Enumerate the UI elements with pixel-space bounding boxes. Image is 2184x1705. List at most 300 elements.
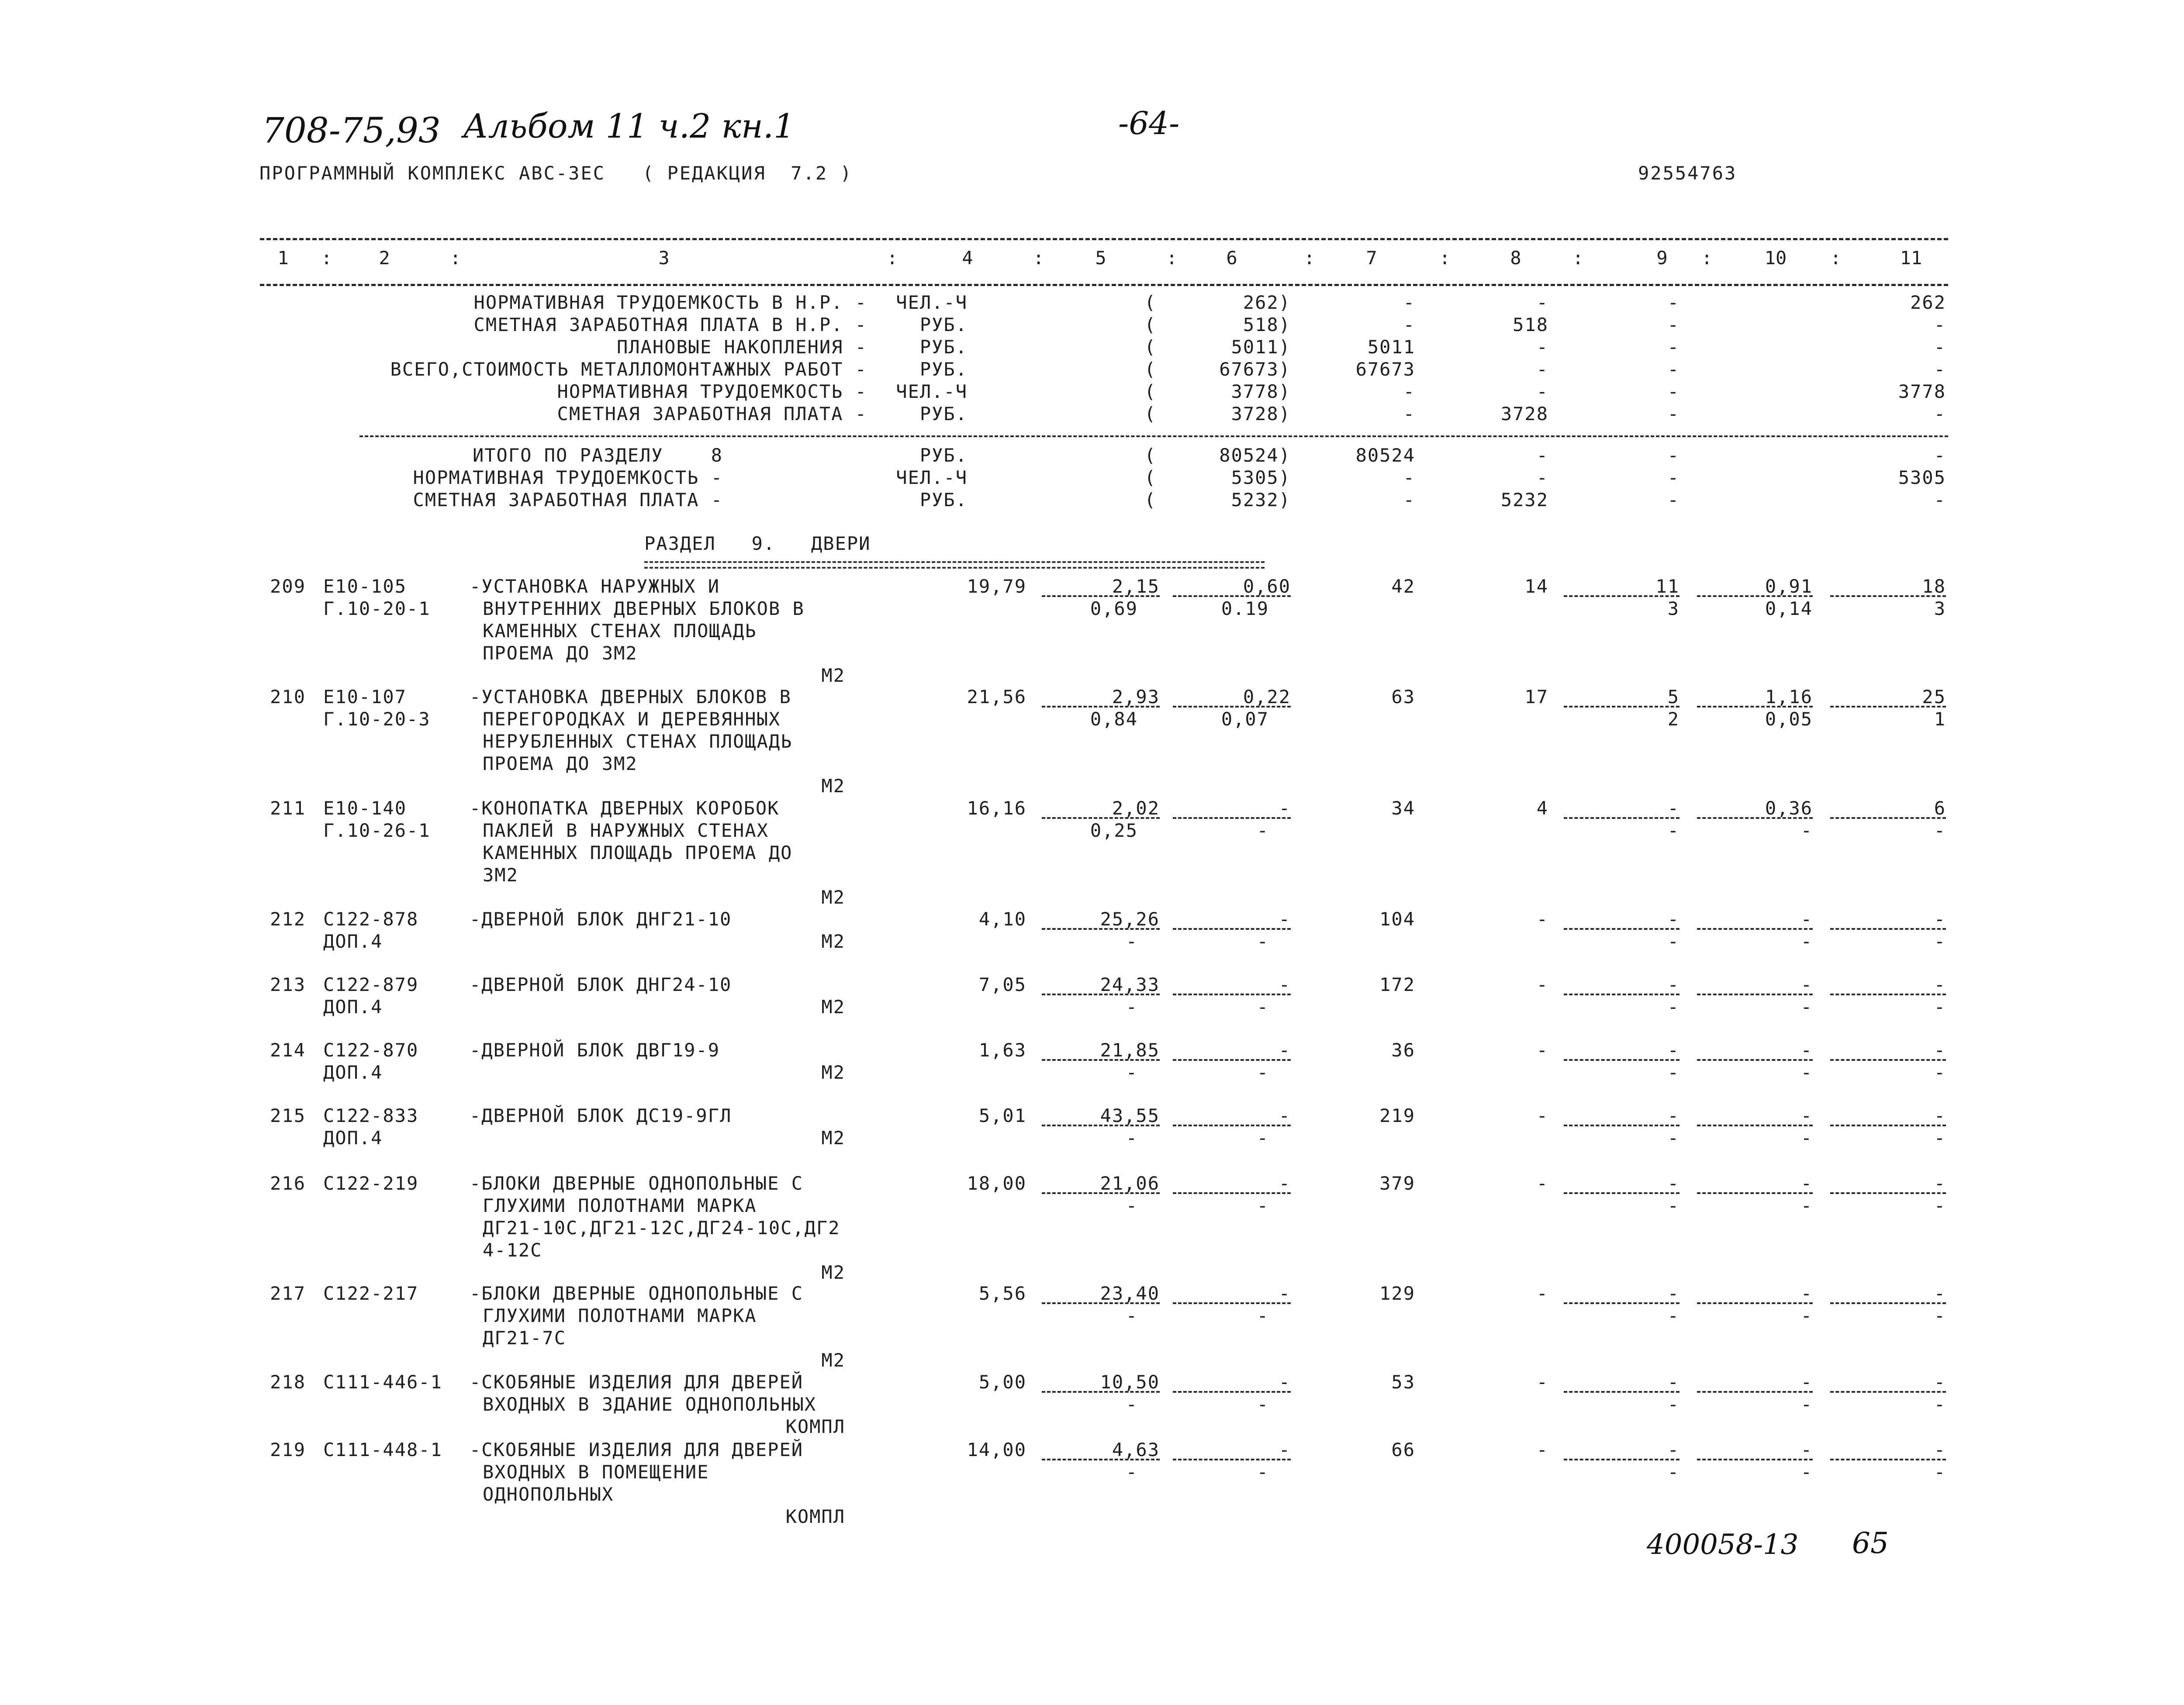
row-quantity: 1,63 bbox=[978, 1039, 1026, 1061]
row-code: Е10-140 bbox=[323, 797, 407, 819]
row-machine-wages-unit: - bbox=[1257, 1461, 1269, 1483]
summary-col11: 262 bbox=[1910, 292, 1946, 313]
row-unit-cost-machines: - bbox=[1279, 974, 1291, 995]
summary-col6: 3728) bbox=[1231, 403, 1291, 425]
fraction-rule-col10 bbox=[1697, 1125, 1813, 1126]
row-code-ref: ДОП.4 bbox=[323, 1062, 383, 1083]
row-labor-machine-unit: - bbox=[1800, 820, 1813, 841]
row-unit-cost-total: 25,26 bbox=[1100, 908, 1160, 930]
row-number: 216 bbox=[270, 1173, 306, 1194]
fraction-rule-col11 bbox=[1830, 928, 1946, 930]
column-header-10: 10 bbox=[1764, 247, 1787, 269]
row-description-line: ПРОЕМА ДО 3М2 bbox=[483, 753, 638, 774]
summary-label: СМЕТНАЯ ЗАРАБОТНАЯ ПЛАТА - bbox=[413, 489, 723, 511]
summary-col9: - bbox=[1667, 381, 1679, 402]
summary-col8: - bbox=[1536, 381, 1548, 402]
row-unit: М2 bbox=[821, 665, 845, 686]
row-wages-unit: - bbox=[1126, 1305, 1138, 1326]
fraction-rule-col10 bbox=[1697, 706, 1813, 708]
row-machine-cost: - bbox=[1667, 1371, 1679, 1393]
row-number: 215 bbox=[270, 1105, 306, 1126]
fraction-rule-col10 bbox=[1697, 1302, 1813, 1304]
fraction-rule-col5 bbox=[1042, 817, 1160, 819]
summary-label: НОРМАТИВНАЯ ТРУДОЕМКОСТЬ - bbox=[413, 467, 723, 488]
row-machine-wages-unit: - bbox=[1257, 1195, 1269, 1216]
row-wages-unit: - bbox=[1126, 931, 1138, 952]
row-labor-total: - bbox=[1934, 908, 1946, 930]
fraction-rule-col9 bbox=[1564, 1059, 1679, 1061]
column-separator: : bbox=[1572, 247, 1584, 269]
fraction-rule-col9 bbox=[1564, 1125, 1679, 1126]
row-machine-wages: - bbox=[1667, 1195, 1679, 1216]
row-wages-unit: 0,25 bbox=[1090, 820, 1138, 841]
row-code: С122-217 bbox=[323, 1283, 419, 1304]
row-labor-unit: - bbox=[1800, 1371, 1813, 1393]
row-quantity: 4,10 bbox=[978, 908, 1026, 930]
row-machine-wages-unit: - bbox=[1257, 820, 1269, 841]
summary-separator-rule bbox=[359, 435, 1948, 437]
row-wages: - bbox=[1536, 908, 1548, 930]
row-code: Е10-107 bbox=[323, 686, 407, 708]
fraction-rule-col10 bbox=[1697, 1192, 1813, 1194]
row-labor-unit: - bbox=[1800, 974, 1813, 995]
summary-label: НОРМАТИВНАЯ ТРУДОЕМКОСТЬ - bbox=[557, 381, 867, 402]
row-wages: 17 bbox=[1524, 686, 1548, 708]
row-machine-wages: - bbox=[1667, 1394, 1679, 1415]
summary-col6: 5232) bbox=[1231, 489, 1291, 511]
header-bottom-rule bbox=[260, 284, 1948, 286]
fraction-rule-col10 bbox=[1697, 1391, 1813, 1393]
row-labor-machine-total: - bbox=[1934, 1062, 1946, 1083]
fraction-rule-col5 bbox=[1042, 1302, 1160, 1304]
handwritten-page-number: -64- bbox=[1118, 105, 1180, 142]
row-total-cost: 53 bbox=[1391, 1371, 1415, 1393]
row-labor-machine-total: - bbox=[1934, 1127, 1946, 1149]
row-machine-cost: - bbox=[1667, 1439, 1679, 1460]
summary-label: ИТОГО ПО РАЗДЕЛУ 8 bbox=[472, 445, 723, 466]
fraction-rule-col5 bbox=[1042, 706, 1160, 708]
row-number: 213 bbox=[270, 974, 306, 995]
row-labor-total: 25 bbox=[1922, 686, 1946, 708]
section-underline-1 bbox=[644, 561, 1265, 563]
row-description-line: -СКОБЯНЫЕ ИЗДЕЛИЯ ДЛЯ ДВЕРЕЙ bbox=[470, 1439, 804, 1460]
row-description-line: ПЕРЕГОРОДКАХ И ДЕРЕВЯННЫХ bbox=[483, 708, 781, 730]
row-description-line: -ДВЕРНОЙ БЛОК ДВГ19-9 bbox=[470, 1039, 720, 1061]
row-wages: - bbox=[1536, 974, 1548, 995]
row-description-line: КАМЕННЫХ СТЕНАХ ПЛОЩАДЬ bbox=[483, 620, 757, 642]
row-description-line: ПАКЛЕЙ В НАРУЖНЫХ СТЕНАХ bbox=[483, 820, 769, 841]
row-description-line: -КОНОПАТКА ДВЕРНЫХ КОРОБОК bbox=[470, 797, 780, 819]
row-machine-cost: - bbox=[1667, 1105, 1679, 1126]
fraction-rule-col6 bbox=[1173, 994, 1291, 995]
row-total-cost: 34 bbox=[1391, 797, 1415, 819]
fraction-rule-col5 bbox=[1042, 928, 1160, 930]
fraction-rule-col11 bbox=[1830, 595, 1946, 597]
row-labor-machine-total: - bbox=[1934, 1461, 1946, 1483]
fraction-rule-col9 bbox=[1564, 1391, 1679, 1393]
row-labor-machine-unit: - bbox=[1800, 1062, 1813, 1083]
row-unit-cost-machines: - bbox=[1279, 797, 1291, 819]
row-unit: М2 bbox=[821, 1062, 845, 1083]
summary-col11: - bbox=[1934, 445, 1946, 466]
summary-col11: - bbox=[1934, 359, 1946, 380]
row-unit-cost-machines: 0,60 bbox=[1243, 576, 1291, 597]
row-description-line: ПРОЕМА ДО 3М2 bbox=[483, 642, 638, 664]
row-labor-unit: 0,36 bbox=[1765, 797, 1813, 819]
row-machine-wages: 2 bbox=[1667, 708, 1679, 730]
row-number: 209 bbox=[270, 576, 306, 597]
column-header-1: 1 bbox=[277, 247, 289, 269]
row-machine-cost: - bbox=[1667, 908, 1679, 930]
document-id: 92554763 bbox=[1638, 162, 1737, 184]
row-labor-machine-unit: - bbox=[1800, 1195, 1813, 1216]
fraction-rule-col11 bbox=[1830, 1391, 1946, 1393]
row-unit: М2 bbox=[821, 887, 845, 908]
row-machine-wages: - bbox=[1667, 1062, 1679, 1083]
summary-col9: - bbox=[1667, 336, 1679, 358]
row-code: С122-219 bbox=[323, 1173, 419, 1194]
summary-col9: - bbox=[1667, 489, 1679, 511]
row-machine-wages: 3 bbox=[1667, 598, 1679, 619]
row-wages-unit: - bbox=[1126, 1062, 1138, 1083]
summary-unit: ЧЕЛ.-Ч bbox=[896, 381, 968, 402]
summary-col6: 518) bbox=[1243, 314, 1291, 335]
row-unit-cost-total: 23,40 bbox=[1100, 1283, 1160, 1304]
column-header-5: 5 bbox=[1095, 247, 1106, 269]
row-number: 218 bbox=[270, 1371, 306, 1393]
fraction-rule-col6 bbox=[1173, 595, 1291, 597]
row-description-line: -БЛОКИ ДВЕРНЫЕ ОДНОПОЛЬНЫЕ С bbox=[470, 1173, 804, 1194]
column-header-6: 6 bbox=[1226, 247, 1237, 269]
row-quantity: 14,00 bbox=[967, 1439, 1026, 1460]
row-labor-unit: 1,16 bbox=[1765, 686, 1813, 708]
column-header-8: 8 bbox=[1510, 247, 1521, 269]
summary-unit: РУБ. bbox=[919, 489, 968, 511]
summary-col8: 518 bbox=[1513, 314, 1548, 335]
summary-unit: РУБ. bbox=[919, 359, 968, 380]
fraction-rule-col5 bbox=[1042, 1192, 1160, 1194]
summary-col9: - bbox=[1667, 314, 1679, 335]
row-code-ref: Г.10-20-3 bbox=[323, 708, 431, 730]
row-total-cost: 172 bbox=[1379, 974, 1415, 995]
row-quantity: 19,79 bbox=[967, 576, 1026, 597]
summary-col8: - bbox=[1536, 359, 1548, 380]
row-number: 212 bbox=[270, 908, 306, 930]
column-separator: : bbox=[887, 247, 898, 269]
fraction-rule-col6 bbox=[1173, 1391, 1291, 1393]
column-separator: : bbox=[1701, 247, 1713, 269]
fraction-rule-col6 bbox=[1173, 706, 1291, 708]
row-wages-unit: - bbox=[1126, 1127, 1138, 1149]
row-wages-unit: 0,84 bbox=[1090, 708, 1138, 730]
row-unit-cost-total: 43,55 bbox=[1100, 1105, 1160, 1126]
row-labor-total: - bbox=[1934, 974, 1946, 995]
row-labor-total: - bbox=[1934, 1039, 1946, 1061]
row-wages: - bbox=[1536, 1039, 1548, 1061]
row-number: 219 bbox=[270, 1439, 306, 1460]
fraction-rule-col11 bbox=[1830, 706, 1946, 708]
row-code: С111-448-1 bbox=[323, 1439, 442, 1460]
summary-unit: ЧЕЛ.-Ч bbox=[896, 467, 968, 488]
row-code-ref: ДОП.4 bbox=[323, 931, 383, 952]
summary-col11: 3778 bbox=[1898, 381, 1946, 402]
column-separator: : bbox=[1830, 247, 1842, 269]
handwritten-code: 708-75,93 bbox=[262, 110, 441, 151]
fraction-rule-col9 bbox=[1564, 1192, 1679, 1194]
summary-col7: 67673 bbox=[1355, 359, 1415, 380]
fraction-rule-col6 bbox=[1173, 928, 1291, 930]
fraction-rule-col11 bbox=[1830, 1302, 1946, 1304]
row-unit-cost-total: 24,33 bbox=[1100, 974, 1160, 995]
row-total-cost: 379 bbox=[1379, 1173, 1415, 1194]
fraction-rule-col5 bbox=[1042, 994, 1160, 995]
row-machine-wages-unit: 0,07 bbox=[1221, 708, 1269, 730]
row-labor-unit: - bbox=[1800, 1173, 1813, 1194]
row-quantity: 18,00 bbox=[967, 1173, 1026, 1194]
row-description-line: ДГ21-7С bbox=[483, 1327, 567, 1349]
row-description-line: ГЛУХИМИ ПОЛОТНАМИ МАРКА bbox=[483, 1195, 757, 1216]
row-unit-cost-machines: - bbox=[1279, 1105, 1291, 1126]
row-total-cost: 42 bbox=[1391, 576, 1415, 597]
row-machine-wages-unit: 0.19 bbox=[1221, 598, 1269, 619]
fraction-rule-col9 bbox=[1564, 706, 1679, 708]
row-wages: - bbox=[1536, 1439, 1548, 1460]
row-labor-total: - bbox=[1934, 1105, 1946, 1126]
row-unit-cost-machines: - bbox=[1279, 1173, 1291, 1194]
row-machine-wages-unit: - bbox=[1257, 1062, 1269, 1083]
row-labor-machine-unit: 0,14 bbox=[1765, 598, 1813, 619]
row-code-ref: Г.10-20-1 bbox=[323, 598, 431, 619]
summary-unit: РУБ. bbox=[919, 314, 968, 335]
summary-paren: ( bbox=[1144, 336, 1157, 358]
row-labor-total: - bbox=[1934, 1439, 1946, 1460]
row-machine-wages: - bbox=[1667, 996, 1679, 1018]
row-wages-unit: - bbox=[1126, 1195, 1138, 1216]
row-quantity: 5,01 bbox=[978, 1105, 1026, 1126]
section-underline-2 bbox=[644, 567, 1265, 569]
fraction-rule-col5 bbox=[1042, 1125, 1160, 1126]
fraction-rule-col9 bbox=[1564, 1459, 1679, 1460]
fraction-rule-col9 bbox=[1564, 928, 1679, 930]
summary-paren: ( bbox=[1144, 381, 1157, 402]
summary-col7: - bbox=[1403, 489, 1415, 511]
row-labor-machine-total: - bbox=[1934, 820, 1946, 841]
row-description-line: -УСТАНОВКА НАРУЖНЫХ И bbox=[470, 576, 720, 597]
fraction-rule-col9 bbox=[1564, 595, 1679, 597]
row-quantity: 16,16 bbox=[967, 797, 1026, 819]
row-wages-unit: 0,69 bbox=[1090, 598, 1138, 619]
row-total-cost: 129 bbox=[1379, 1283, 1415, 1304]
row-wages: - bbox=[1536, 1173, 1548, 1194]
row-labor-unit: - bbox=[1800, 1039, 1813, 1061]
summary-col11: - bbox=[1934, 314, 1946, 335]
column-separator: : bbox=[1033, 247, 1044, 269]
row-labor-machine-unit: - bbox=[1800, 1127, 1813, 1149]
summary-col7: - bbox=[1403, 314, 1415, 335]
summary-col8: - bbox=[1536, 336, 1548, 358]
column-separator: : bbox=[1304, 247, 1315, 269]
fraction-rule-col10 bbox=[1697, 1459, 1813, 1460]
summary-paren: ( bbox=[1144, 467, 1157, 488]
summary-col7: - bbox=[1403, 381, 1415, 402]
row-unit-cost-machines: - bbox=[1279, 1039, 1291, 1061]
column-header-9: 9 bbox=[1656, 247, 1668, 269]
column-header-2: 2 bbox=[379, 247, 390, 269]
row-total-cost: 219 bbox=[1379, 1105, 1415, 1126]
summary-unit: РУБ. bbox=[919, 445, 968, 466]
row-wages-unit: - bbox=[1126, 1461, 1138, 1483]
summary-col9: - bbox=[1667, 403, 1679, 425]
row-wages: - bbox=[1536, 1283, 1548, 1304]
row-total-cost: 66 bbox=[1391, 1439, 1415, 1460]
handwritten-album: Альбом 11 ч.2 кн.1 bbox=[463, 107, 795, 145]
row-total-cost: 36 bbox=[1391, 1039, 1415, 1061]
section-title: РАЗДЕЛ 9. ДВЕРИ bbox=[644, 533, 871, 554]
row-description-line: ГЛУХИМИ ПОЛОТНАМИ МАРКА bbox=[483, 1305, 757, 1326]
row-labor-total: - bbox=[1934, 1283, 1946, 1304]
row-wages-unit: - bbox=[1126, 996, 1138, 1018]
fraction-rule-col11 bbox=[1830, 1125, 1946, 1126]
row-unit: М2 bbox=[821, 931, 845, 952]
summary-col6: 67673) bbox=[1219, 359, 1291, 380]
row-description-line: -ДВЕРНОЙ БЛОК ДНГ21-10 bbox=[470, 908, 732, 930]
row-labor-machine-unit: - bbox=[1800, 931, 1813, 952]
row-labor-machine-unit: - bbox=[1800, 1461, 1813, 1483]
row-machine-wages-unit: - bbox=[1257, 1394, 1269, 1415]
row-wages: - bbox=[1536, 1105, 1548, 1126]
summary-unit: ЧЕЛ.-Ч bbox=[896, 292, 968, 313]
row-code-ref: ДОП.4 bbox=[323, 996, 383, 1018]
row-labor-unit: - bbox=[1800, 1439, 1813, 1460]
row-labor-total: - bbox=[1934, 1173, 1946, 1194]
row-code: С122-878 bbox=[323, 908, 419, 930]
row-description-line: 3М2 bbox=[483, 864, 518, 886]
row-unit: М2 bbox=[821, 775, 845, 797]
summary-paren: ( bbox=[1144, 403, 1157, 425]
row-machine-wages: - bbox=[1667, 931, 1679, 952]
summary-col9: - bbox=[1667, 292, 1679, 313]
fraction-rule-col6 bbox=[1173, 1302, 1291, 1304]
row-unit: КОМПЛ bbox=[785, 1416, 845, 1437]
row-machine-wages: - bbox=[1667, 1127, 1679, 1149]
row-machine-cost: 11 bbox=[1655, 576, 1679, 597]
row-unit-cost-machines: 0,22 bbox=[1243, 686, 1291, 708]
fraction-rule-col6 bbox=[1173, 1125, 1291, 1126]
summary-col8: - bbox=[1536, 445, 1548, 466]
fraction-rule-col6 bbox=[1173, 1192, 1291, 1194]
summary-label: ПЛАНОВЫЕ НАКОПЛЕНИЯ - bbox=[616, 336, 867, 358]
row-machine-wages: - bbox=[1667, 1461, 1679, 1483]
row-description-line: -СКОБЯНЫЕ ИЗДЕЛИЯ ДЛЯ ДВЕРЕЙ bbox=[470, 1371, 804, 1393]
row-unit-cost-total: 2,15 bbox=[1112, 576, 1160, 597]
row-labor-machine-total: 3 bbox=[1934, 598, 1946, 619]
summary-col9: - bbox=[1667, 467, 1679, 488]
row-code: С111-446-1 bbox=[323, 1371, 442, 1393]
summary-paren: ( bbox=[1144, 359, 1157, 380]
summary-col6: 5305) bbox=[1231, 467, 1291, 488]
fraction-rule-col10 bbox=[1697, 595, 1813, 597]
row-description-line: ОДНОПОЛЬНЫХ bbox=[483, 1484, 614, 1505]
summary-label: НОРМАТИВНАЯ ТРУДОЕМКОСТЬ В Н.Р. - bbox=[473, 292, 867, 313]
summary-paren: ( bbox=[1144, 292, 1157, 313]
row-code: Е10-105 bbox=[323, 576, 407, 597]
summary-col7: - bbox=[1403, 292, 1415, 313]
row-machine-wages: - bbox=[1667, 1305, 1679, 1326]
row-labor-machine-unit: - bbox=[1800, 1394, 1813, 1415]
summary-col7: - bbox=[1403, 403, 1415, 425]
row-unit-cost-machines: - bbox=[1279, 1439, 1291, 1460]
row-labor-unit: - bbox=[1800, 908, 1813, 930]
summary-col8: 3728 bbox=[1500, 403, 1548, 425]
row-labor-unit: - bbox=[1800, 1283, 1813, 1304]
summary-unit: РУБ. bbox=[919, 403, 968, 425]
row-labor-total: 6 bbox=[1934, 797, 1946, 819]
row-code: С122-879 bbox=[323, 974, 419, 995]
row-labor-machine-unit: - bbox=[1800, 996, 1813, 1018]
summary-paren: ( bbox=[1144, 445, 1157, 466]
row-unit-cost-total: 10,50 bbox=[1100, 1371, 1160, 1393]
row-number: 217 bbox=[270, 1283, 306, 1304]
row-wages-unit: - bbox=[1126, 1394, 1138, 1415]
row-description-line: ВХОДНЫХ В ЗДАНИЕ ОДНОПОЛЬНЫХ bbox=[483, 1394, 817, 1415]
row-code-ref: Г.10-26-1 bbox=[323, 820, 431, 841]
row-unit-cost-machines: - bbox=[1279, 908, 1291, 930]
program-header: ПРОГРАММНЫЙ КОМПЛЕКС АВС-3ЕС ( РЕДАКЦИЯ 7.2 ) bbox=[259, 162, 853, 184]
fraction-rule-col10 bbox=[1697, 817, 1813, 819]
summary-col8: - bbox=[1536, 292, 1548, 313]
summary-col8: 5232 bbox=[1500, 489, 1548, 511]
row-machine-cost: - bbox=[1667, 974, 1679, 995]
summary-paren: ( bbox=[1144, 314, 1157, 335]
row-machine-wages-unit: - bbox=[1257, 931, 1269, 952]
summary-col9: - bbox=[1667, 445, 1679, 466]
row-code-ref: ДОП.4 bbox=[323, 1127, 383, 1149]
row-machine-wages-unit: - bbox=[1257, 996, 1269, 1018]
handwritten-stamp: 400058-13 bbox=[1647, 1529, 1799, 1561]
row-machine-cost: - bbox=[1667, 1283, 1679, 1304]
row-machine-wages-unit: - bbox=[1257, 1305, 1269, 1326]
fraction-rule-col9 bbox=[1564, 1302, 1679, 1304]
row-description-line: -БЛОКИ ДВЕРНЫЕ ОДНОПОЛЬНЫЕ С bbox=[470, 1283, 804, 1304]
row-description-line: -ДВЕРНОЙ БЛОК ДНГ24-10 bbox=[470, 974, 732, 995]
row-labor-machine-total: - bbox=[1934, 1394, 1946, 1415]
row-unit-cost-total: 21,06 bbox=[1100, 1173, 1160, 1194]
summary-col8: - bbox=[1536, 467, 1548, 488]
summary-col6: 5011) bbox=[1231, 336, 1291, 358]
row-unit: КОМПЛ bbox=[785, 1506, 845, 1527]
column-header-11: 11 bbox=[1900, 247, 1922, 269]
row-code: С122-833 bbox=[323, 1105, 419, 1126]
fraction-rule-col5 bbox=[1042, 1391, 1160, 1393]
row-quantity: 5,00 bbox=[978, 1371, 1026, 1393]
row-description-line: 4-12С bbox=[483, 1239, 543, 1261]
summary-col6: 80524) bbox=[1219, 445, 1291, 466]
row-unit: М2 bbox=[821, 1262, 845, 1283]
row-description-line: ВХОДНЫХ В ПОМЕЩЕНИЕ bbox=[483, 1461, 709, 1483]
row-labor-machine-total: 1 bbox=[1934, 708, 1946, 730]
summary-paren: ( bbox=[1144, 489, 1157, 511]
row-labor-machine-total: - bbox=[1934, 1305, 1946, 1326]
row-machine-cost: - bbox=[1667, 797, 1679, 819]
row-unit-cost-total: 2,93 bbox=[1112, 686, 1160, 708]
row-description-line: ВНУТРЕННИХ ДВЕРНЫХ БЛОКОВ В bbox=[483, 598, 805, 619]
row-unit-cost-total: 21,85 bbox=[1100, 1039, 1160, 1061]
fraction-rule-col10 bbox=[1697, 928, 1813, 930]
row-labor-unit: 0,91 bbox=[1765, 576, 1813, 597]
row-wages: 14 bbox=[1524, 576, 1548, 597]
fraction-rule-col5 bbox=[1042, 1459, 1160, 1460]
fraction-rule-col9 bbox=[1564, 994, 1679, 995]
